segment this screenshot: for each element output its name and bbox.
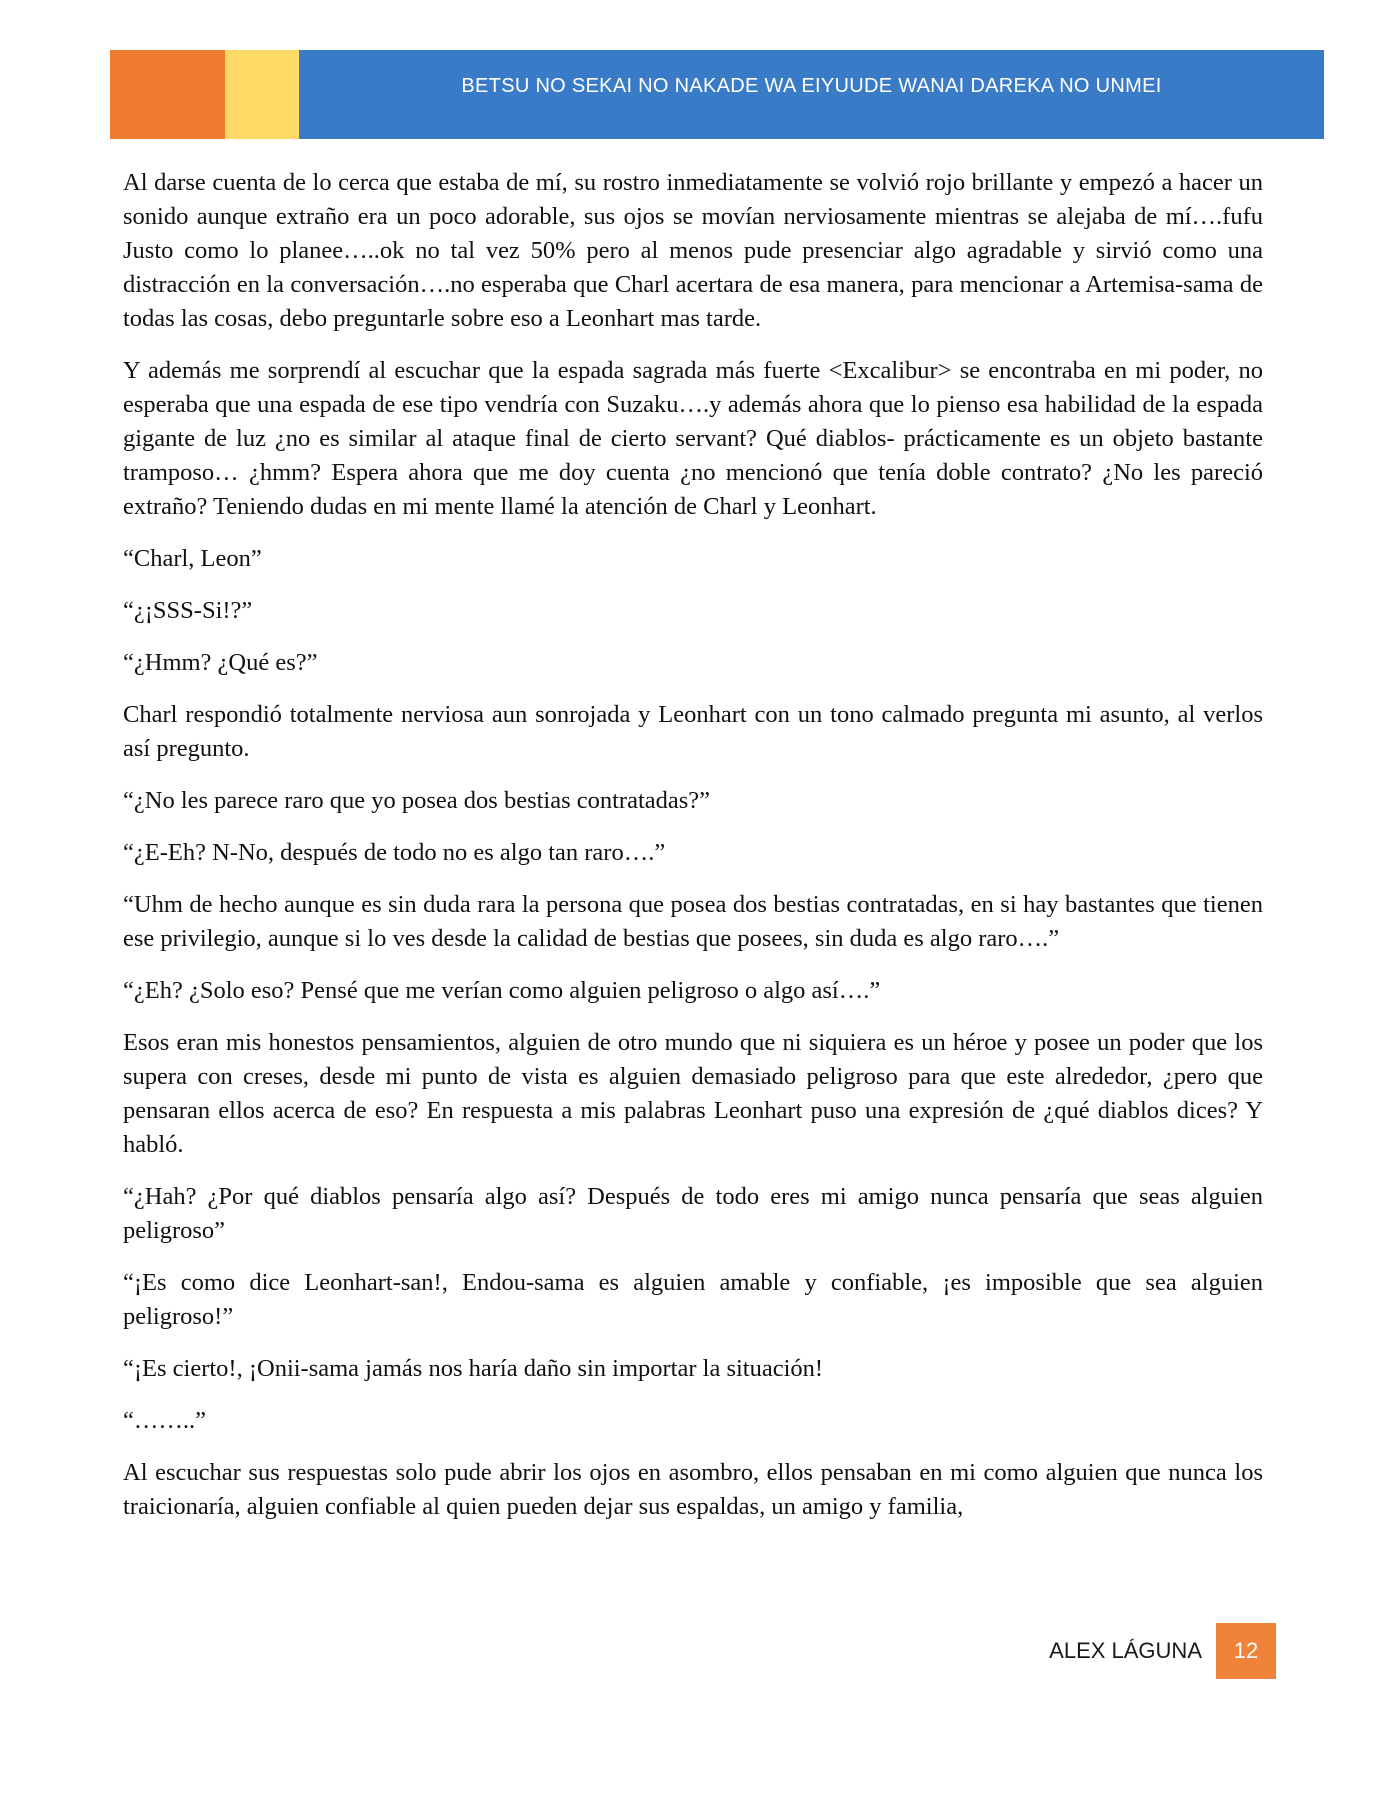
dialogue-line: “……..” <box>123 1407 206 1434</box>
paragraph: Al escuchar sus respuestas solo pude abrir los ojos en asombro, ellos pensaban en mi como alguien que nunca los traicionaría, alguien confiable al quien pueden dejar sus espaldas, un amigo y familia, <box>123 1459 1263 1520</box>
body-text <box>123 166 1263 1542</box>
paragraph: Charl respondió totalmente nerviosa aun sonrojada y Leonhart con un tono calmado pregunta mi asunto, al verlos así pregunto. <box>123 701 1263 762</box>
paragraph: Y además me sorprendí al escuchar que la espada sagrada más fuerte <Excalibur> se encontraba en mi poder, no esperaba que una espada de ese tipo vendría con Suzaku….y además ahora que lo pienso esa habilidad de la espada gigante de luz ¿no es similar al ataque final de cierto servant? Qué diablos- prácticamente es un objeto bastante tramposo… ¿hmm? Espera ahora que me doy cuenta ¿no mencionó que tenía doble contrato? ¿No les pareció extraño? Teniendo dudas en mi mente llamé la atención de Charl y Leonhart. <box>123 357 1263 520</box>
dialogue-line: “¿No les parece raro que yo posea dos bestias contratadas?” <box>123 787 711 814</box>
dialogue-line: “¿¡SSS-Si!?” <box>123 597 253 624</box>
dialogue-line: “Charl, Leon” <box>123 545 262 572</box>
footer-author: ALEX LÁGUNA <box>1049 1638 1202 1663</box>
dialogue-line: “¿Hmm? ¿Qué es?” <box>123 649 318 676</box>
dialogue-line: “¿Hah? ¿Por qué diablos pensaría algo así? Después de todo eres mi amigo nunca pensaría que seas alguien peligroso” <box>123 1183 1263 1244</box>
dialogue-line: “Uhm de hecho aunque es sin duda rara la persona que posea dos bestias contratadas, en si hay bastantes que tienen ese privilegio, aunque si lo ves desde la calidad de bestias que posees, sin duda es algo raro….” <box>123 891 1263 952</box>
dialogue-line: “¿Eh? ¿Solo eso? Pensé que me verían como alguien peligroso o algo así….” <box>123 977 881 1004</box>
dialogue-line: “¡Es cierto!, ¡Onii-sama jamás nos haría daño sin importar la situación! <box>123 1355 824 1382</box>
header-yellow-block <box>225 50 299 139</box>
header-title: BETSU NO SEKAI NO NAKADE WA EIYUUDE WANAI DAREKA NO UNMEI <box>461 75 1162 97</box>
dialogue-line: “¿E-Eh? N-No, después de todo no es algo tan raro….” <box>123 839 666 866</box>
paragraph: Esos eran mis honestos pensamientos, alguien de otro mundo que ni siquiera es un héroe y posee un poder que los supera con creses, desde mi punto de vista es alguien demasiado peligroso para que este alrededor, ¿pero que pensaran ellos acerca de eso? En respuesta a mis palabras Leonhart puso una expresión de ¿qué diablos dices? Y habló. <box>123 1029 1263 1158</box>
dialogue-line: “¡Es como dice Leonhart-san!, Endou-sama es alguien amable y confiable, ¡es imposible que sea alguien peligroso!” <box>123 1269 1263 1330</box>
header-orange-block <box>110 50 225 139</box>
paragraph: Al darse cuenta de lo cerca que estaba de mí, su rostro inmediatamente se volvió rojo brillante y empezó a hacer un sonido aunque extraño era un poco adorable, sus ojos se movían nerviosamente mientras se alejaba de mí….fufu Justo como lo planee…..ok no tal vez 50% pero al menos pude presenciar algo agradable y sirvió como una distracción en la conversación….no esperaba que Charl acertara de esa manera, para mencionar a Artemisa-sama de todas las cosas, debo preguntarle sobre eso a Leonhart mas tarde. <box>123 169 1263 332</box>
header-title-bar <box>299 50 1324 139</box>
page-footer <box>1049 1623 1276 1679</box>
page-number-badge: 12 <box>1216 1623 1276 1679</box>
page-header <box>110 50 1324 139</box>
